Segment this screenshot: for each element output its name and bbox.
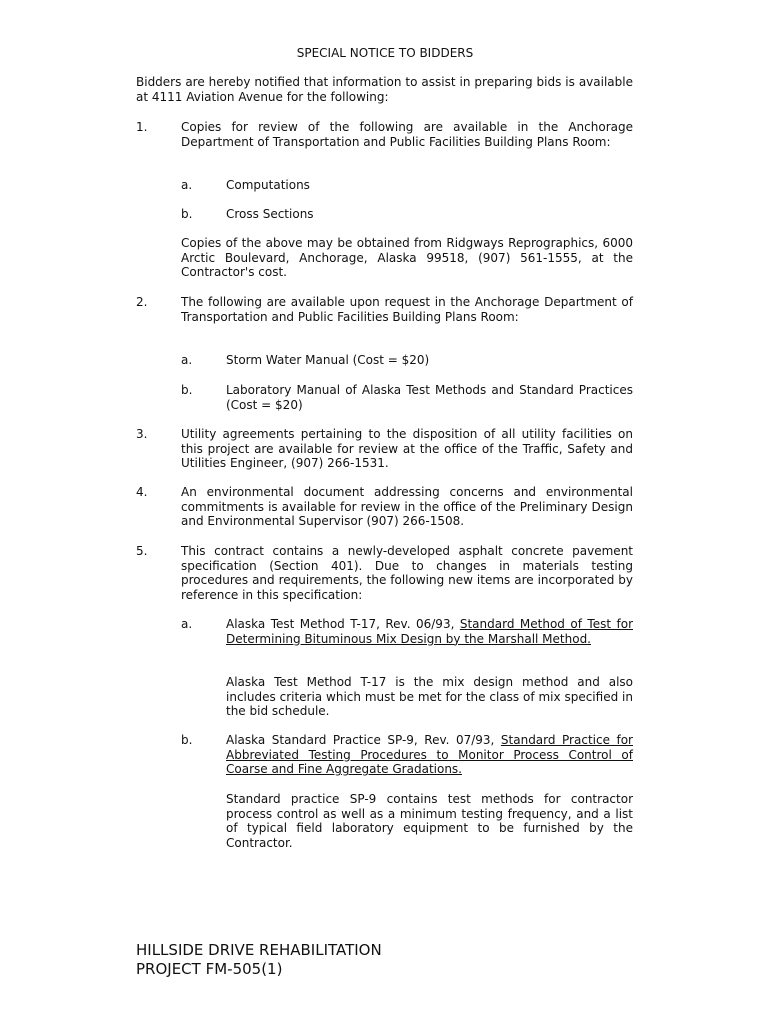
item-5a-note: Alaska Test Method T-17 is the mix design method and also includes criteria which must be met for the class of mix specified in the bid schedule. [226, 675, 633, 719]
page-title: SPECIAL NOTICE TO BIDDERS [296, 46, 474, 60]
item-5a-standard-title: Standard Method of Test for Determining Bituminous Mix Design by the Marshall Method. [226, 617, 633, 646]
item-1b-text: Cross Sections [226, 207, 314, 221]
item-4-text: An environmental document addressing concerns and environmental commitments is available for review in the office of the Preliminary Design and Environmental Supervisor (907) 266-1508. [181, 485, 633, 529]
item-5-text: This contract contains a newly-developed asphalt concrete pavement specification (Section 401). Due to changes in materials testing procedures and requirements, the following new items are incorporated by reference in this specification: [181, 544, 633, 603]
item-1a-text: Computations [226, 178, 310, 192]
item-1b-letter: b. [181, 207, 193, 221]
item-3-text: Utility agreements pertaining to the disposition of all utility facilities on this project are available for review at the office of the Traffic, Safety and Utilities Engineer, (907) 266-1531. [181, 427, 633, 471]
footer-project-number: PROJECT FM-505(1) [136, 960, 283, 978]
item-2a-letter: a. [181, 353, 193, 367]
item-5b-letter: b. [181, 733, 193, 747]
item-1-number: 1. [136, 120, 148, 134]
footer-project-name: HILLSIDE DRIVE REHABILITATION [136, 941, 382, 959]
item-2a-text: Storm Water Manual (Cost = $20) [226, 353, 430, 367]
item-4-number: 4. [136, 485, 148, 499]
item-3-number: 3. [136, 427, 148, 441]
item-1a-letter: a. [181, 178, 193, 192]
item-1-note: Copies of the above may be obtained from Ridgways Reprographics, 6000 Arctic Boulevard, Anchorage, Alaska 99518, (907) 561-1555, at the Contractor's cost. [181, 236, 633, 280]
item-2-text: The following are available upon request in the Anchorage Department of Transportation and Public Facilities Building Plans Room: [181, 295, 633, 324]
item-5b-note: Standard practice SP-9 contains test methods for contractor process control as well as a minimum testing frequency, and a list of typical field laboratory equipment to be furnished by the Contractor. [226, 792, 633, 851]
item-2b-letter: b. [181, 383, 193, 397]
intro-paragraph: Bidders are hereby notified that information to assist in preparing bids is available at 4111 Aviation Avenue for the following: [136, 75, 633, 104]
item-5-number: 5. [136, 544, 148, 558]
item-5b-lead: Alaska Standard Practice SP-9, Rev. 07/93, [226, 733, 501, 747]
item-5a-letter: a. [181, 617, 193, 631]
item-1-text: Copies for review of the following are available in the Anchorage Department of Transportation and Public Facilities Building Plans Room: [181, 120, 633, 149]
item-5a-lead: Alaska Test Method T-17, Rev. 06/93, [226, 617, 460, 631]
item-5b-standard-title: Standard Practice for Abbreviated Testing Procedures to Monitor Process Control of Coarse and Fine Aggregate Gradations. [226, 733, 633, 777]
item-5a-text [226, 617, 633, 646]
item-2-number: 2. [136, 295, 148, 309]
item-5b-text [226, 733, 633, 777]
item-2b-text: Laboratory Manual of Alaska Test Methods and Standard Practices (Cost = $20) [226, 383, 633, 412]
